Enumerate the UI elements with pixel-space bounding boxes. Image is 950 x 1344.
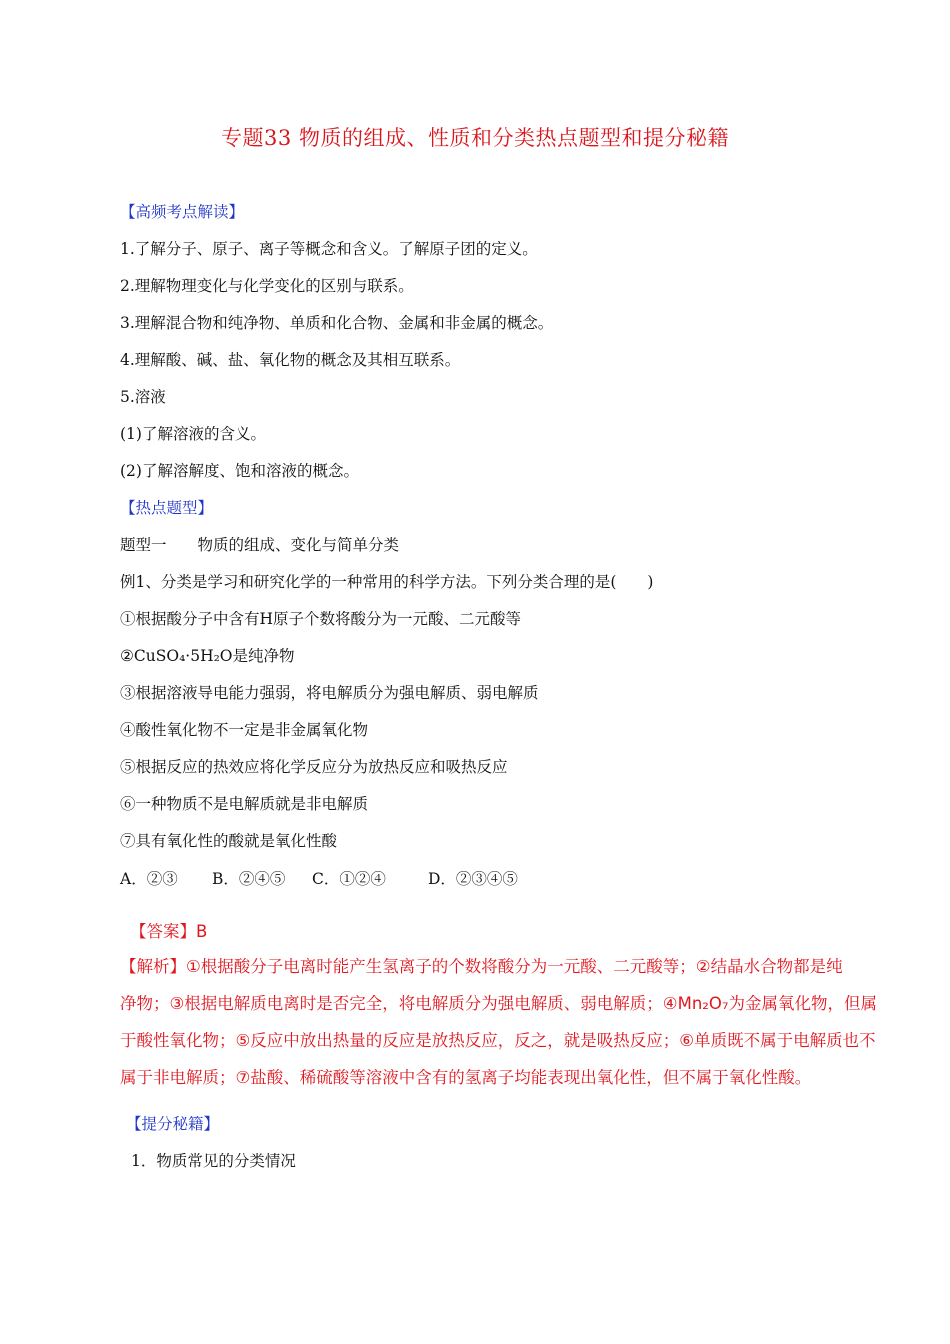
- key-point-1: 1.了解分子、原子、离子等概念和含义。了解原子团的定义。: [120, 240, 538, 258]
- key-point-2: 2.理解物理变化与化学变化的区别与联系。: [120, 277, 414, 295]
- statement-1: ①根据酸分子中含有H原子个数将酸分为一元酸、二元酸等: [120, 610, 522, 628]
- option-a: A．②③: [120, 870, 178, 888]
- option-d: D．②③④⑤: [428, 870, 518, 888]
- statement-2: ②CuSO₄·5H₂O是纯净物: [120, 647, 295, 665]
- example-question: 例1、分类是学习和研究化学的一种常用的科学方法。下列分类合理的是( ): [120, 573, 654, 591]
- statement-6: ⑥一种物质不是电解质就是非电解质: [120, 795, 369, 813]
- statement-3: ③根据溶液导电能力强弱，将电解质分为强电解质、弱电解质: [120, 684, 539, 702]
- analysis-line-2: 净物；③根据电解质电离时是否完全，将电解质分为强电解质、弱电解质；④Mn₂O₇为金属氧化物，但属: [120, 994, 877, 1013]
- statement-7: ⑦具有氧化性的酸就是氧化性酸: [120, 832, 338, 850]
- analysis-line-4: 属于非电解质；⑦盐酸、稀硫酸等溶液中含有的氢离子均能表现出氧化性，但不属于氧化性酸。: [120, 1068, 812, 1087]
- analysis-line-1: 【解析】①根据酸分子电离时能产生氢离子的个数将酸分为一元酸、二元酸等；②结晶水合物都是纯: [120, 957, 843, 976]
- answer-options: [120, 869, 518, 889]
- statement-4: ④酸性氧化物不一定是非金属氧化物: [120, 721, 369, 739]
- key-point-5: 5.溶液: [120, 388, 166, 406]
- key-point-3: 3.理解混合物和纯净物、单质和化合物、金属和非金属的概念。: [120, 314, 554, 332]
- section-heading-hot-topics: 【热点题型】: [120, 499, 214, 517]
- section-heading-tips: 【提分秘籍】: [126, 1115, 220, 1133]
- question-type-title: 题型一 物质的组成、变化与简单分类: [120, 536, 400, 554]
- section-heading-key-points: 【高频考点解读】: [120, 203, 245, 221]
- analysis-block: [120, 948, 877, 1096]
- statement-5: ⑤根据反应的热效应将化学反应分为放热反应和吸热反应: [120, 758, 508, 776]
- tips-item-1: 1．物质常见的分类情况: [131, 1152, 296, 1170]
- option-b: B．②④⑤: [212, 870, 286, 888]
- answer: 【答案】B: [130, 922, 208, 941]
- key-point-4: 4.理解酸、碱、盐、氧化物的概念及其相互联系。: [120, 351, 461, 369]
- option-c: C．①②④: [312, 870, 386, 888]
- page-title: 专题33 物质的组成、性质和分类热点题型和提分秘籍: [221, 126, 729, 150]
- key-point-5-2: (2)了解溶解度、饱和溶液的概念。: [120, 462, 359, 480]
- analysis-line-3: 于酸性氧化物；⑤反应中放出热量的反应是放热反应，反之，就是吸热反应；⑥单质既不属于电解质也不: [120, 1031, 876, 1050]
- key-point-5-1: (1)了解溶液的含义。: [120, 425, 266, 443]
